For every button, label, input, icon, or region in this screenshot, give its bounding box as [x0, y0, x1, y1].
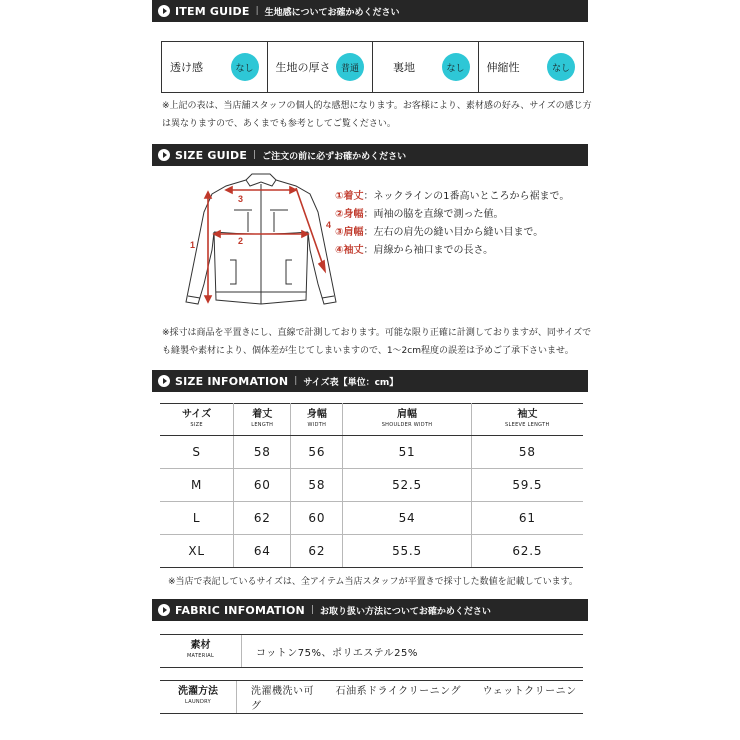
- legend-item: ②身幅：両袖の脇を直線で測った値。: [335, 209, 504, 220]
- guide-label: 裏地: [393, 61, 415, 74]
- guide-cell: [162, 42, 268, 92]
- legend-item: ④袖丈：肩線から袖口までの長さ。: [335, 245, 494, 256]
- material-header: 素材 MATERIAL: [160, 635, 242, 667]
- table-row: M 60 58 52.5 59.5: [160, 469, 583, 502]
- section-title: ITEM GUIDE: [175, 4, 250, 18]
- guide-badge: なし: [442, 53, 470, 81]
- guide-cell: [373, 42, 479, 92]
- item-guide-header: ITEM GUIDE | 生地感についてお確かめください: [152, 0, 588, 22]
- marker-2: 2: [238, 236, 244, 246]
- section-subtitle: ご注文の前に必ずお確かめください: [262, 151, 407, 162]
- play-icon: [158, 375, 170, 387]
- marker-1: 1: [190, 240, 196, 250]
- section-subtitle: お取り扱い方法についてお確かめください: [320, 606, 491, 617]
- column-header: 着丈 LENGTH: [234, 404, 291, 436]
- guide-label: 透け感: [170, 61, 203, 74]
- material-row: [160, 634, 583, 668]
- play-icon: [158, 604, 170, 616]
- guide-label: 生地の厚さ: [275, 61, 331, 74]
- size-info-note: ※当店で表記しているサイズは、全アイテム当店スタッフが平置きで採寸した数値を記載しています。: [168, 577, 578, 587]
- legend-item: ③肩幅：左右の肩先の縫い目から縫い目まで。: [335, 227, 544, 238]
- section-subtitle: サイズ表【単位：cm】: [303, 377, 399, 388]
- column-header: 袖丈 SLEEVE LENGTH: [471, 404, 583, 436]
- section-title: SIZE GUIDE: [175, 148, 248, 162]
- legend-item: ①着丈：ネックラインの1番高いところから裾まで。: [335, 191, 570, 202]
- guide-badge: なし: [547, 53, 575, 81]
- item-guide-note: ※上記の表は、当店舗スタッフの個人的な感想になります。お客様により、素材感の好み、サイズの感じ方 は異なりますので、あくまでも参考としてご覧ください。: [162, 101, 592, 129]
- size-table: [160, 403, 583, 568]
- laundry-header: 洗濯方法 LAUNDRY: [160, 681, 237, 713]
- table-header-row: [160, 404, 583, 436]
- size-guide-note: ※採寸は商品を平置きにし、直線で計測しております。可能な限り正確に計測しておりますが、同サイズで も縫製や素材により、個体差が生じてしまいますので、1〜2cm程度の誤差は予めご了承下さいませ。: [162, 328, 592, 356]
- guide-badge: 普通: [336, 53, 364, 81]
- item-guide-table: [161, 41, 584, 93]
- play-icon: [158, 149, 170, 161]
- column-header: 身幅 WIDTH: [291, 404, 343, 436]
- table-row: S 58 56 51 58: [160, 436, 583, 469]
- laundry-row: [160, 680, 583, 714]
- column-header: 肩幅 SHOULDER WIDTH: [343, 404, 471, 436]
- section-title: FABRIC INFOMATION: [175, 603, 305, 617]
- play-icon: [158, 5, 170, 17]
- column-header: サイズ SIZE: [160, 404, 234, 436]
- laundry-values: 洗濯機洗い可 石油系ドライクリーニング ウェットクリーニング: [250, 686, 577, 712]
- table-row: L 62 60 54 61: [160, 502, 583, 535]
- fabric-info-header: FABRIC INFOMATION | お取り扱い方法についてお確かめください: [152, 599, 588, 621]
- size-info-header: SIZE INFOMATION | サイズ表【単位：cm】: [152, 370, 588, 392]
- guide-cell: [268, 42, 374, 92]
- table-row: XL 64 62 55.5 62.5: [160, 535, 583, 568]
- guide-label: 伸縮性: [486, 61, 520, 74]
- guide-badge: なし: [231, 53, 259, 81]
- marker-3: 3: [238, 194, 244, 204]
- measurement-legend: [335, 188, 569, 260]
- jacket-diagram: [176, 172, 346, 316]
- material-value: コットン75%、ポリエステル25%: [256, 647, 418, 659]
- size-guide-header: SIZE GUIDE | ご注文の前に必ずお確かめください: [152, 144, 588, 166]
- guide-cell: [479, 42, 584, 92]
- section-title: SIZE INFOMATION: [175, 374, 289, 388]
- marker-4: 4: [326, 220, 332, 230]
- section-subtitle: 生地感についてお確かめください: [264, 7, 400, 18]
